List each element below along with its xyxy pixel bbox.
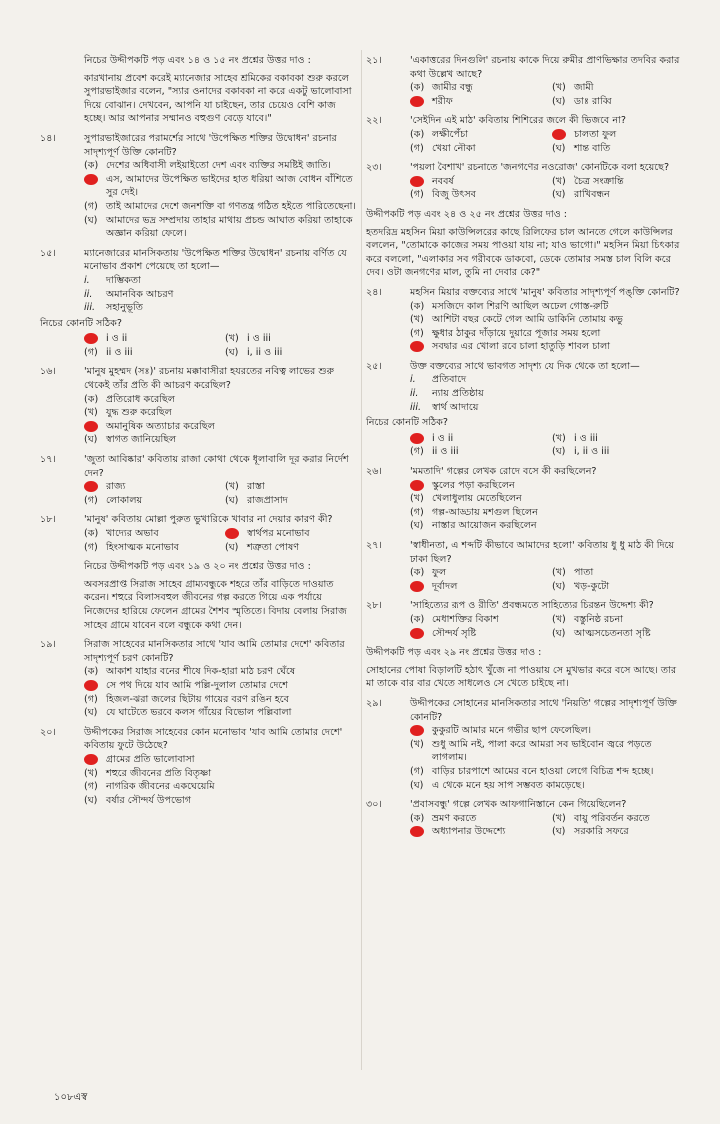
option-ga-marked[interactable]: সৌন্দর্য সৃষ্টি [410, 627, 544, 641]
which-correct-label: নিচের কোনটি সঠিক? [366, 417, 448, 429]
question-29: ২৯। উদ্দীপকের সোহানের মানসিকতার সাথে 'নিয়তি' গল্পের সাদৃশ্যপূর্ণ উক্তি কোনটি? কুকুরটি আমার মনে গভীর ছাপ ফেলেছিল। (খ) শুধু আমি নই, পালা করে আমরা সব ভাইবোন জ্বরে পড়তে লাগলাম। (গ) বাড়ির চারপাশে আমের বনে হাওয়া লেগে বিচিত্র শব্দ হচ্ছে। (ঘ) এ থেকে মনে হয় সাপ সম্ভবত কামড়েছে। [366, 697, 686, 792]
instruction-24-25: উদ্দীপকটি পড় এবং ২৪ ও ২৫ নং প্রশ্নের উত্তর দাও : [366, 208, 568, 220]
answer-mark-dot [410, 826, 424, 837]
answer-mark-dot [84, 481, 98, 492]
option-ka-marked[interactable]: i ও ii [84, 332, 217, 346]
option-ka[interactable]: (ক) জামীর বন্ধু [410, 82, 473, 94]
option-kha[interactable]: (খ) শুধু আমি নই, পালা করে আমরা সব ভাইবোন জ্বরে পড়তে লাগলাম। [410, 738, 652, 764]
question-text: সুপারভাইজারের পরামর্শের সাথে 'উপেক্ষিত শক্তির উদ্বোধন' রচনার সাদৃশ্যপূর্ণ উক্তি কোনটি? [84, 132, 337, 158]
option-ka-marked[interactable]: কুকুরটি আমার মনে গভীর ছাপ ফেলেছিল। [410, 724, 686, 738]
option-kha[interactable]: (খ) শহুরে জীবনের প্রতি বিতৃষ্ণা [84, 767, 212, 779]
answer-mark-dot [410, 581, 424, 592]
instruction-19-20: নিচের উদ্দীপকটি পড় এবং ১৯ ও ২০ নং প্রশ্নের উত্তর দাও : [84, 561, 311, 573]
option-gha[interactable]: (ঘ) শত্রুতা পোষণ [225, 541, 300, 553]
question-14 [40, 132, 358, 241]
option-ka[interactable]: (ক) প্রতিরোধ করেছিল [84, 393, 175, 405]
which-correct-label: নিচের কোনটি সঠিক? [40, 317, 122, 329]
statement-iii: iii. স্বার্থ আদায়ে [410, 401, 479, 413]
option-ga-marked[interactable]: শরীফ [410, 95, 544, 109]
stimulus-passage-2: অবসরপ্রাপ্ত সিরাজ সাহেব গ্রাম্যবন্ধুকে শহরে তাঁর বাড়িতে দাওয়াত করেন। শহুরে বিলাসবহুল জীবনের গল্প করতে গিয়ে এক পর্যায়ে নিজেদের হারিয়ে ফেলেন গ্রামের শৈশব স্মৃতিতে। বিদায় বেলায় সিরাজ সাহেব গ্রামে যাবেন বলে বন্ধুকে কথা দেন। [84, 578, 347, 631]
option-ga-marked[interactable]: দূর্বাদল [410, 580, 544, 594]
option-ga[interactable]: (গ) ii ও iii [84, 346, 133, 358]
option-gha[interactable]: (ঘ) যে ঘাটেতে ভরবে কলস গাঁয়ের বিভোল পল্লিবালা [84, 707, 292, 719]
statement-ii: ii. অমানবিক আচরণ [84, 288, 174, 300]
option-ka-marked[interactable]: রাজ্য [84, 480, 217, 494]
option-kha[interactable]: (খ) রাস্তা [225, 481, 265, 493]
question-21: ২১। 'একাত্তরের দিনগুলি' রচনায় কাকে দিয়ে রুমীর প্রাণভিক্ষার তদবির করার কথা উল্লেখ আছে? (ক) জামীর বন্ধু (খ) জামী শরীফ (ঘ) ডাঃ রাব্বি [366, 54, 686, 108]
option-kha[interactable]: (খ) খেলাধুলায় মেতেছিলেন [410, 493, 522, 505]
question-22: ২২। 'সেইদিন এই মাঠ' কবিতায় শিশিরের জলে কী ভিজবে না? (ক) লক্ষীপেঁচা চালতা ফুল (গ) খেয়া নৌকা (ঘ) শান্ত বাতি [366, 114, 686, 155]
option-gha[interactable]: (ঘ) i, ii ও iii [552, 446, 610, 458]
option-ka[interactable]: (ক) ফুল [410, 567, 447, 579]
option-ka-marked[interactable]: নববর্ষ [410, 175, 544, 189]
stimulus-passage-1: কারখানায় প্রবেশ করেই ম্যানেজার সাহেব শ্রমিকের বকাবকা শুরু করলে সুপারভাইজার বলেন, "স্যার ওনাদের বকাবকা না করে একটু ভালোবাসা দিয়ে বোঝান। দেখবেন, আপনি যা চাইছেন, তার চেয়েও বেশি কাজ হচ্ছে। আর আপনার সম্মানও বহুগুণ বেড়ে যাবে।" [84, 72, 352, 125]
option-kha[interactable]: (খ) বায়ু পরিবর্তন করতে [552, 812, 650, 824]
option-ga[interactable]: (গ) গল্প-আড্ডায় মশগুল ছিলেন [410, 506, 538, 518]
option-gha[interactable]: (ঘ) রাখিবন্ধন [552, 189, 610, 201]
answer-mark-dot [410, 725, 424, 736]
option-gha[interactable]: (ঘ) নাস্তার আয়োজন করছিলেন [410, 520, 537, 532]
option-kha[interactable]: (খ) যুদ্ধ শুরু করেছিল [84, 407, 172, 419]
option-ga[interactable]: (গ) বিজু উৎসব [410, 189, 476, 201]
option-gha[interactable]: (ঘ) খড়-কুটো [552, 580, 610, 592]
option-ga-marked[interactable]: অমানুষিক অত্যাচার করেছিল [84, 420, 358, 434]
answer-mark-dot [84, 680, 98, 691]
answer-mark-dot [84, 333, 98, 344]
answer-mark-dot [410, 433, 424, 444]
option-ga-marked[interactable]: অধ্যাপনার উদ্দেশ্যে [410, 825, 544, 839]
answer-mark-dot [410, 96, 424, 107]
option-ga[interactable]: (গ) তাই আমাদের দেশে জনশক্তি বা গণতন্ত্র গঠিত হইতে পারিতেছেনা। [84, 200, 356, 212]
question-23: ২৩। 'পয়লা বৈশাখ' রচনাতে 'জনগণের নওরোজ' কোনটিকে বলা হয়েছে? নববর্ষ (খ) চৈত্র সংক্রান্তি (গ) বিজু উৎসব (ঘ) রাখিবন্ধন [366, 161, 686, 202]
option-gha-marked[interactable]: সবদ্বার এর খোলা রবে চালা হাতুড়ি শাবল চালা [410, 340, 686, 354]
option-ka[interactable]: (ক) আকাশ যাহার বনের শীষে দিক-হারা মাঠ চরণ ঘেঁষে [84, 666, 296, 678]
option-kha[interactable]: (খ) পাতা [552, 567, 594, 579]
option-ka[interactable]: (ক) দেশের অধিবাসী লইয়াইতো দেশ এবং ব্যক্তির সমষ্টিই জাতি। [84, 160, 331, 172]
option-ga[interactable]: (গ) বাড়ির চারপাশে আমের বনে হাওয়া লেগে বিচিত্র শব্দ হচ্ছে। [410, 765, 654, 777]
statement-i: i. প্রতিবাদে [410, 374, 467, 386]
option-ka[interactable]: (ক) মেধাশক্তির বিকাশ [410, 613, 499, 625]
option-gha[interactable]: (ঘ) আমাদের ভদ্র সম্প্রদায় তাহার মাথায় প্রচন্ড আঘাত করিয়া তাহাকে অজ্ঞান করিয়া ফেলে। [84, 214, 353, 240]
question-19: ১৯। সিরাজ সাহেবের মানসিকতার সাথে 'যাব আমি তোমার দেশে' কবিতার সাদৃশ্যপূর্ণ চরণ কোনটি? (ক) আকাশ যাহার বনের শীষে দিক-হারা মাঠ চরণ ঘেঁষে সে পথ দিয়ে যাব আমি পল্লি-দুলাল তোমার দেশে (গ) হিজল-ঝরা জলের ছিটায় গায়ের বরণ রঙিন হবে (ঘ) যে ঘাটেতে ভরবে কলস গাঁয়ের বিভোল পল্লিবালা [40, 638, 358, 720]
option-kha[interactable]: (খ) জামী [552, 82, 594, 94]
option-gha[interactable]: (ঘ) ডাঃ রাব্বি [552, 95, 612, 107]
option-kha[interactable]: (খ) আশিটা বছর কেটে গেল আমি ডাকিনি তোমায় কভু [410, 314, 623, 326]
statement-i: i. দাম্ভিকতা [84, 274, 141, 286]
answer-mark-dot [410, 341, 424, 352]
question-28: ২৮। 'সাহিত্যের রূপ ও রীতি' প্রবন্ধমতে সাহিত্যের চিরন্তন উদ্দেশ্য কী? (ক) মেধাশক্তির বিকাশ (খ) বস্তুনিষ্ঠ রচনা সৌন্দর্য সৃষ্টি (ঘ) আত্মসচেতনতা সৃষ্টি [366, 599, 686, 640]
statement-iii: iii. সহানুভূতি [84, 302, 143, 314]
option-ga[interactable]: (গ) ii ও iii [410, 446, 459, 458]
option-gha[interactable]: (ঘ) i, ii ও iii [225, 346, 283, 358]
option-kha-marked[interactable]: সে পথ দিয়ে যাব আমি পল্লি-দুলাল তোমার দেশে [84, 679, 358, 693]
option-ga[interactable]: (গ) লোকালয় [84, 494, 143, 506]
question-18: ১৮। 'মানুষ' কবিতায় মোল্লা পুরুত ভুখারিকে খাবার না দেয়ার কারণ কী? (ক) খাদ্যের অভাব স্বার্থপর মনোভাব (গ) হিংসাত্মক মনোভাব (ঘ) শত্রুতা পোষণ [40, 513, 358, 554]
option-ka[interactable]: (ক) খাদ্যের অভাব [84, 528, 159, 539]
question-25: ২৫। উক্ত বক্তব্যের সাথে ভাবগত সাদৃশ্য যে দিক থেকে তা হলো— i. প্রতিবাদে ii. ন্যায় প্রতিষ্ঠায় iii. স্বার্থ আদায়ে নিচের কোনটি সঠিক? i ও ii (খ) i ও iii (গ) ii ও iii (ঘ) i, ii ও iii [366, 360, 686, 459]
answer-mark-dot [410, 480, 424, 491]
option-ga[interactable]: (গ) ক্ষুধার ঠাকুর দাঁড়ায়ে দুয়ারে পূজার সময় হলো [410, 327, 601, 339]
question-26: ২৬। 'মমতাদি' গল্পের লেখক রোদে বসে কী করছিলেন? স্কুলের পড়া করছিলেন (খ) খেলাধুলায় মেতেছিলেন (গ) গল্প-আড্ডায় মশগুল ছিলেন (ঘ) নাস্তার আয়োজন করছিলেন [366, 465, 686, 533]
option-gha[interactable]: (ঘ) শান্ত বাতি [552, 142, 611, 154]
option-kha[interactable]: (খ) i ও iii [552, 432, 598, 444]
option-ka[interactable]: (ক) মসজিদে কাল শিরণি আছিল অঢেল গোস্ত-রুটি [410, 300, 609, 312]
option-gha[interactable]: (ঘ) বর্ষার সৌন্দর্য উপভোগ [84, 794, 192, 806]
left-column [40, 54, 358, 813]
option-ka-marked[interactable]: গ্রামের প্রতি ভালোবাসা [84, 753, 358, 767]
option-gha[interactable]: (ঘ) আত্মসচেতনতা সৃষ্টি [552, 627, 651, 639]
question-17: ১৭। 'জুতা আবিষ্কার' কবিতায় রাজা কোথা থেকে ধূলাবালি দূর করার নির্দেশ দেন? রাজ্য (খ) রাস্তা (গ) লোকালয় (ঘ) রাজপ্রাসাদ [40, 453, 358, 507]
option-kha[interactable]: (খ) i ও iii [225, 333, 271, 345]
option-gha[interactable]: (ঘ) রাজপ্রাসাদ [225, 494, 288, 506]
option-ga[interactable]: (গ) হিংসাত্মক মনোভাব [84, 541, 180, 553]
question-15 [40, 247, 358, 360]
page-footer-number: ১০৮এস্ব [54, 1092, 88, 1103]
answer-mark-dot [84, 421, 98, 432]
instruction-14-15: নিচের উদ্দীপকটি পড় এবং ১৪ ও ১৫ নং প্রশ্নের উত্তর দাও : [84, 55, 311, 66]
option-ga[interactable]: (গ) নাগরিক জীবনের একঘেয়েমি [84, 781, 215, 793]
answer-mark-dot [225, 528, 239, 539]
option-kha[interactable]: (খ) চৈত্র সংক্রান্তি [552, 175, 624, 187]
option-ga[interactable]: (গ) খেয়া নৌকা [410, 142, 476, 154]
answer-mark-dot [84, 174, 98, 185]
stimulus-passage-3: হতদরিদ্র মহসিন মিয়া কাউন্সিলরের কাছে রিলিফের চাল আনতে গেলে কাউন্সিলর বললেন, "তোমাকে কাজের সময় পাওয়া যায় না; যাও ভাগো।" মহসিন মিয়া চিৎকার করে বললো, "এলাকার সব গরীবকে ডাকবো, ডেকে তোমার সমস্ত চাল বিলি করে দেব। ওটা জনগণের মাল, তুমি না দেবার কে?" [366, 226, 680, 279]
answer-mark-dot [410, 176, 424, 187]
question-number: ১৪। [40, 132, 56, 144]
option-ka[interactable]: (ক) লক্ষীপেঁচা [410, 128, 468, 140]
option-gha[interactable]: (ঘ) স্বাগত জানিয়েছিল [84, 434, 177, 446]
option-kha-marked[interactable]: এস, আমাদের উপেক্ষিত ভাইদের হাত ধরিয়া আজ বোধন বাঁশিতে সুর দেই। [84, 173, 358, 200]
option-kha[interactable]: (খ) বস্তুনিষ্ঠ রচনা [552, 613, 623, 625]
question-24: ২৪। মহসিন মিয়ার বক্তব্যের সাথে 'মানুষ' কবিতার সাদৃশ্যপূর্ণ পঙ্‌ক্তি কোনটি? (ক) মসজিদে কাল শিরণি আছিল অঢেল গোস্ত-রুটি (খ) আশিটা বছর কেটে গেল আমি ডাকিনি তোমায় কভু (গ) ক্ষুধার ঠাকুর দাঁড়ায়ে দুয়ারে পূজার সময় হলো সবদ্বার এর খোলা রবে চালা হাতুড়ি শাবল চালা [366, 286, 686, 354]
statement-ii: ii. ন্যায় প্রতিষ্ঠায় [410, 388, 484, 400]
option-gha[interactable]: (ঘ) সরকারি সফরে [552, 826, 629, 838]
question-text: ম্যানেজারের মানসিকতায় 'উপেক্ষিত শক্তির উদ্বোধন' রচনায় বর্ণিত যে মনোভাব প্রকাশ পেয়েছে তা হলো— [84, 247, 347, 273]
question-number: ১৫। [40, 247, 56, 259]
question-16: ১৬। 'মানুষ মুহম্মদ (সঃ)' রচনায় মক্কাবাসীরা হযরতের নবিত্ব লাভের শুরু থেকেই তাঁর প্রতি কী আচরণ করেছিল? (ক) প্রতিরোধ করেছিল (খ) যুদ্ধ শুরু করেছিল অমানুষিক অত্যাচার করেছিল (ঘ) স্বাগত জানিয়েছিল [40, 365, 358, 447]
option-kha-marked[interactable]: চালতা ফুল [552, 128, 686, 142]
question-30: ৩০। 'প্রবাসবন্ধু' গল্পে লেখক আফগানিস্তানে কেন গিয়েছিলেন? (ক) ভ্রমণ করতে (খ) বায়ু পরিবর্তন করতে অধ্যাপনার উদ্দেশ্যে (ঘ) সরকারি সফরে [366, 798, 686, 839]
instruction-29: উদ্দীপকটি পড় এবং ২৯ নং প্রশ্নের উত্তর দাও : [366, 647, 542, 659]
answer-mark-dot [84, 754, 98, 765]
option-gha[interactable]: (ঘ) এ থেকে মনে হয় সাপ সম্ভবত কামড়েছে। [410, 779, 585, 791]
stimulus-passage-4: সোহানের পোষা বিড়ালটি হঠাৎ খুঁজে না পাওয়ায় সে মুখভার করে বসে আছে। তার মা তাকে বার বার খেতে সাধলেও সে খেতে চাইছে না। [366, 664, 677, 690]
option-ka-marked[interactable]: i ও ii [410, 432, 544, 446]
column-divider [361, 50, 362, 1070]
question-27: ২৭। 'স্বাধীনতা, এ শব্দটি কীভাবে আমাদের হলো' কবিতায় ধু ধু মাঠ কী দিয়ে ঢাকা ছিল? (ক) ফুল (খ) পাতা দূর্বাদল (ঘ) খড়-কুটো [366, 539, 686, 593]
right-column [366, 54, 686, 845]
option-kha-marked[interactable]: স্বার্থপর মনোভাব [225, 527, 358, 541]
option-ga[interactable]: (গ) হিজল-ঝরা জলের ছিটায় গায়ের বরণ রঙিন হবে [84, 693, 289, 705]
option-ka[interactable]: (ক) ভ্রমণ করতে [410, 812, 477, 824]
question-20: ২০। উদ্দীপকের সিরাজ সাহেবের কোন মনোভাব 'যাব আমি তোমার দেশে' কবিতায় ফুটে উঠেছে? গ্রামের প্রতি ভালোবাসা (খ) শহুরে জীবনের প্রতি বিতৃষ্ণা (গ) নাগরিক জীবনের একঘেয়েমি (ঘ) বর্ষার সৌন্দর্য উপভোগ [40, 726, 358, 808]
option-ka-marked[interactable]: স্কুলের পড়া করছিলেন [410, 479, 686, 493]
answer-mark-dot [410, 628, 424, 639]
answer-mark-dot [552, 129, 566, 140]
